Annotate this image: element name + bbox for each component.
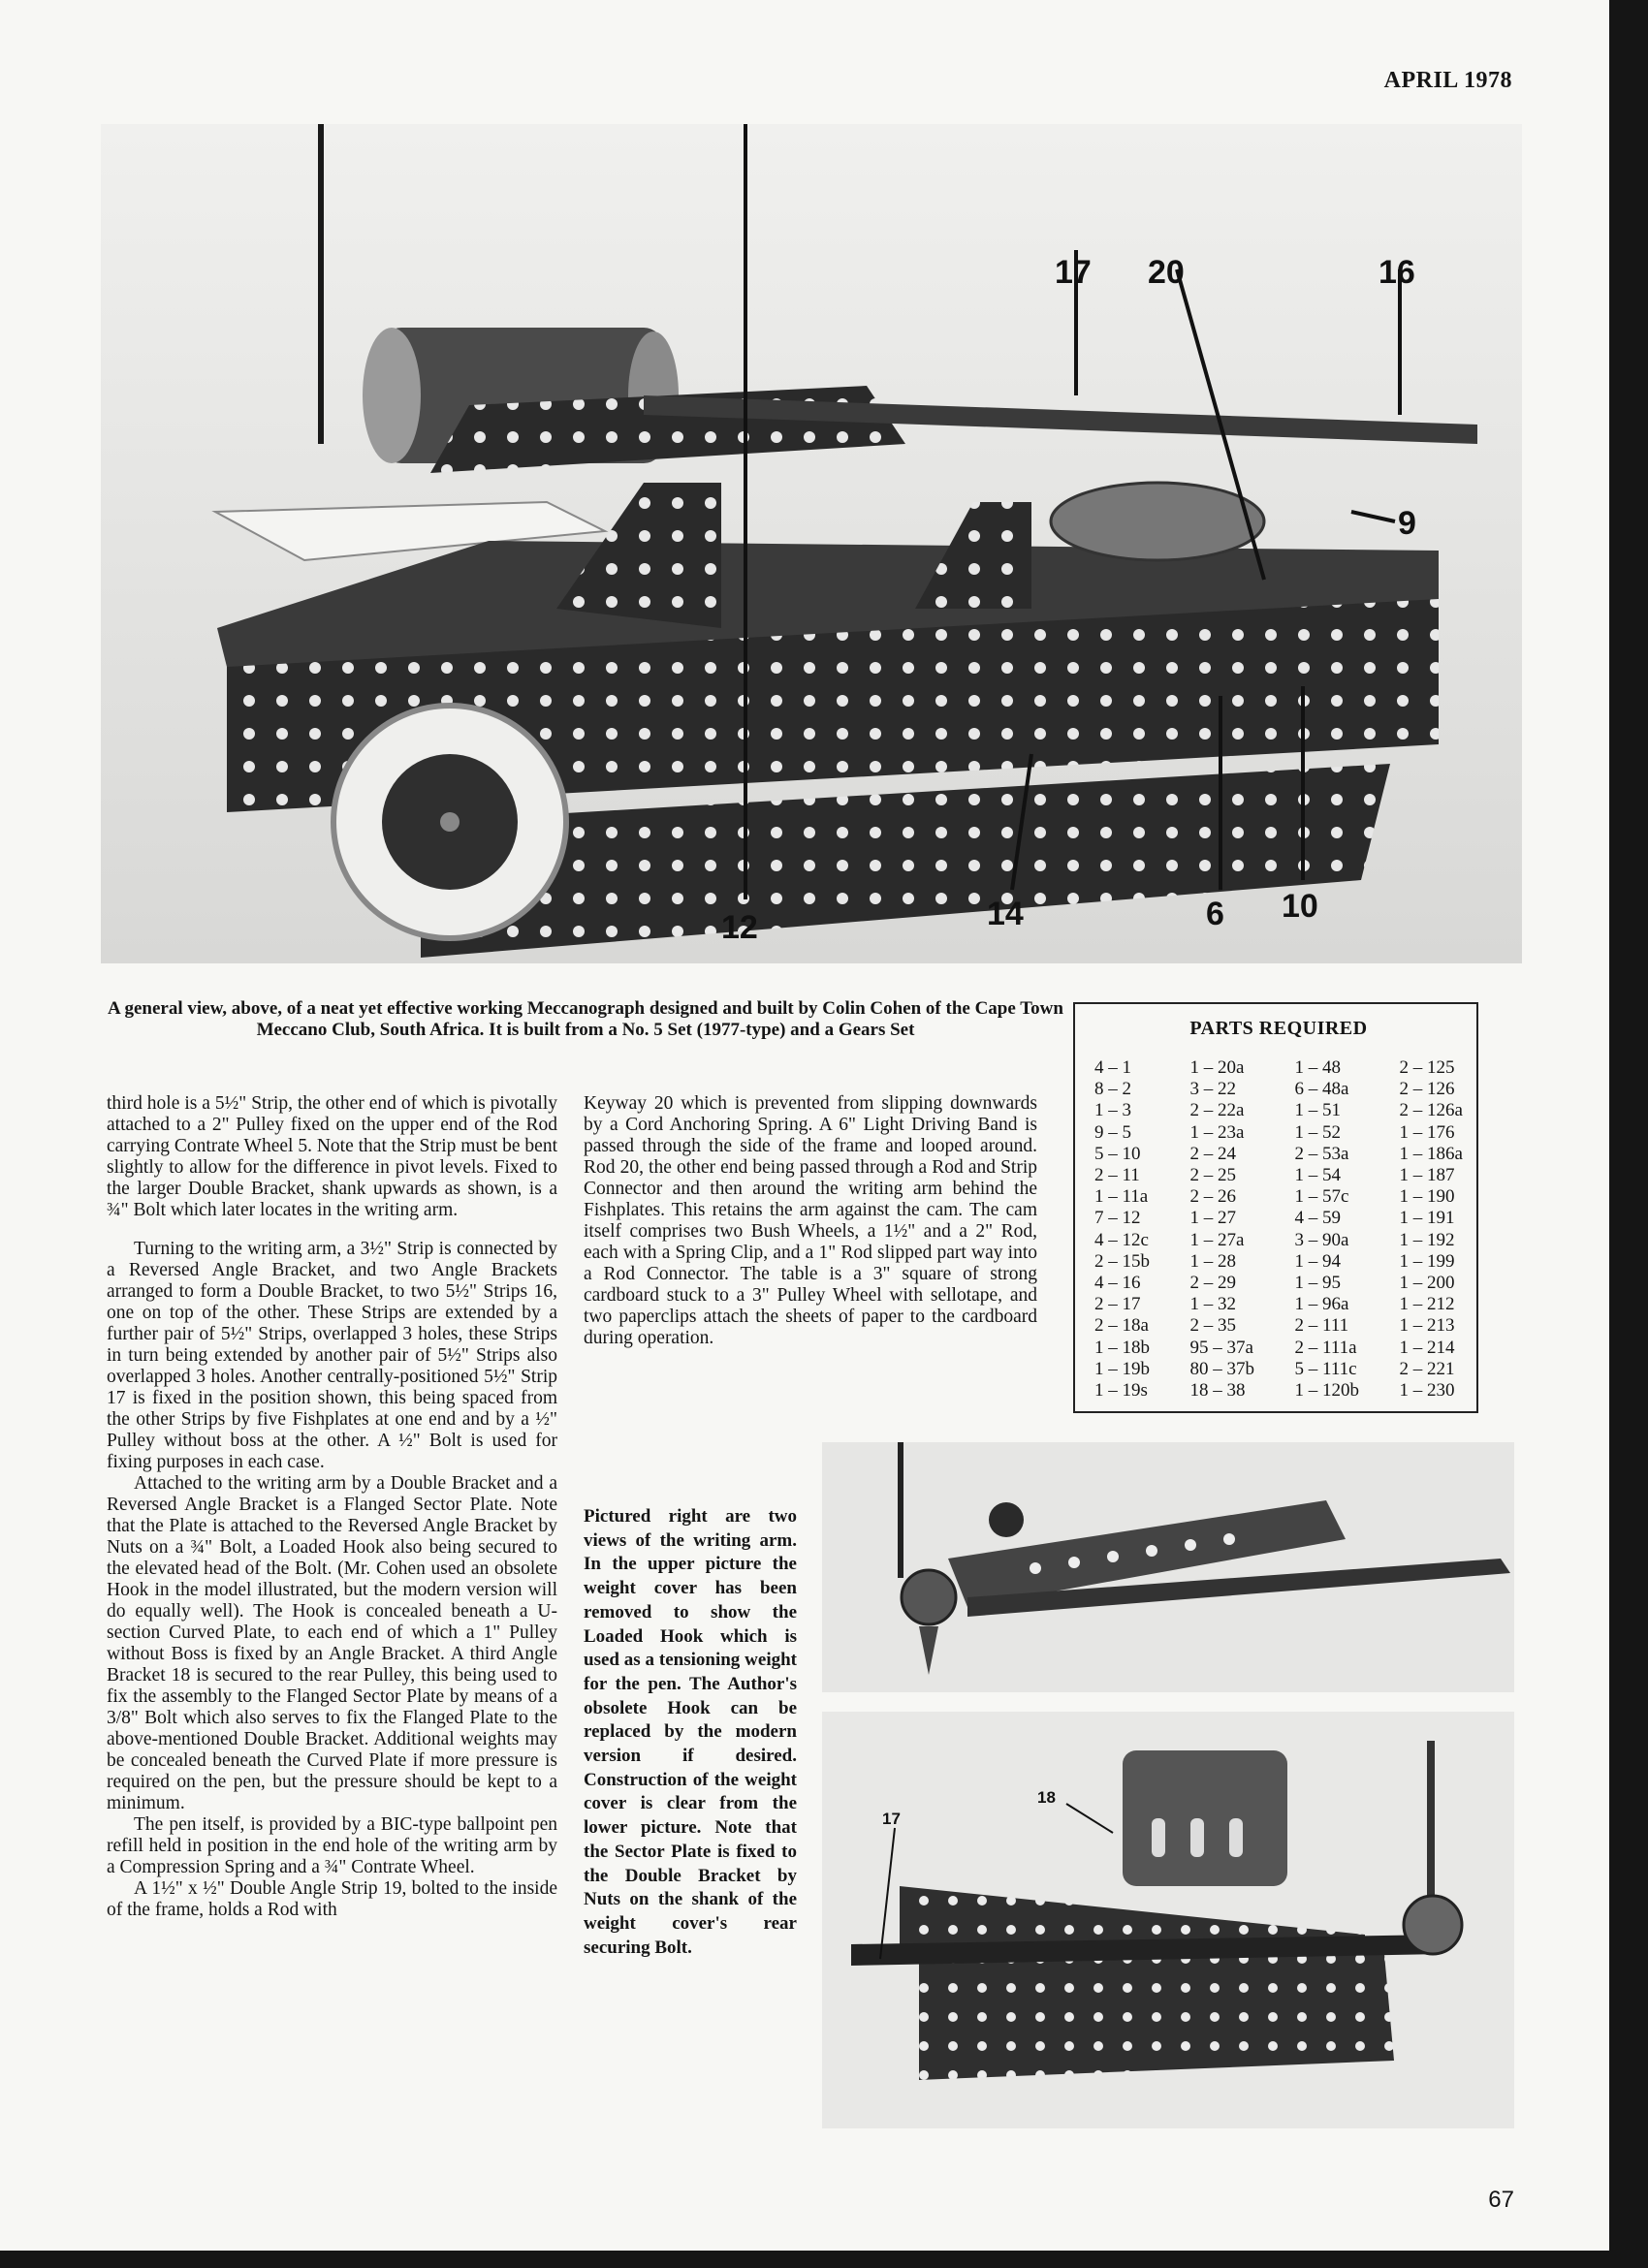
callout-18: 18: [1037, 1788, 1056, 1807]
article-paragraph: third hole is a 5½" Strip, the other end of which is pivotally attached to a 2" Pulley fixed on the upper end of the Rod carrying Contrate Wheel 5. Note that the Strip must be bent slightly to allow for the difference in pivot levels. Fixed to the larger Double Bracket, shank upwards as shown, is a ¾" Bolt which later locates in the writing arm.: [107, 1093, 557, 1220]
parts-item: 1 – 213: [1399, 1315, 1455, 1337]
parts-item: 1 – 120b: [1294, 1380, 1360, 1402]
callout-6: 6: [1206, 896, 1224, 932]
parts-item: 1 – 200: [1399, 1273, 1455, 1294]
article-paragraph: Keyway 20 which is prevented from slipping downwards by a Cord Anchoring Spring. A 6" Light Driving Band is passed through the side of the frame and looped around. Rod 20, the other end being passed through a Rod and Strip Connector and then around the writing arm behind the Fishplates. This retains the arm against the cam. The cam itself comprises two Bush Wheels, a 1½" and a 2" Rod, each with a Spring Clip, and a 1" Rod slipped part way into a Rod Connector. The table is a 3" square of strong cardboard stuck to a 3" Pulley Wheel with sellotape, and two paperclips attach the sheets of paper to the cardboard during operation.: [584, 1093, 1037, 1348]
parts-item: 1 – 192: [1399, 1229, 1455, 1250]
parts-item: 2 – 125: [1399, 1057, 1455, 1078]
parts-item: 95 – 37a: [1189, 1337, 1253, 1358]
callout-12: 12: [721, 909, 758, 946]
parts-item: 1 – 19b: [1094, 1358, 1150, 1379]
callout-17: 17: [1055, 254, 1092, 291]
parts-item: 1 – 27a: [1189, 1229, 1245, 1250]
parts-item: 2 – 15b: [1094, 1250, 1150, 1272]
parts-item: 4 – 59: [1294, 1208, 1342, 1229]
scan-edge: [1609, 0, 1648, 2268]
parts-item: 2 – 29: [1189, 1273, 1237, 1294]
side-photo-caption: Pictured right are two views of the writing arm. In the upper picture the weight cover has been removed to show the Loaded Hook which is used as a tensioning weight for the pen. The Author's obsolete Hook can be replaced by the modern version if desired. Construction of the weight cover is clear from the lower picture. Note that the Sector Plate is fixed to the Double Bracket by Nuts on the shank of the weight cover's rear securing Bolt.: [584, 1506, 797, 1958]
parts-item: 1 – 3: [1094, 1100, 1131, 1121]
parts-item: 2 – 35: [1189, 1315, 1237, 1337]
parts-item: 4 – 12c: [1094, 1229, 1149, 1250]
callout-14: 14: [987, 896, 1024, 932]
parts-item: 1 – 18b: [1094, 1337, 1150, 1358]
parts-item: 2 – 53a: [1294, 1143, 1349, 1164]
parts-item: 5 – 111c: [1294, 1358, 1357, 1379]
parts-item: 1 – 23a: [1189, 1121, 1245, 1143]
parts-item: 1 – 54: [1294, 1165, 1342, 1186]
upper-arm-photo: [822, 1442, 1514, 1692]
parts-item: 1 – 19s: [1094, 1380, 1148, 1402]
callout-9: 9: [1398, 505, 1416, 542]
callout-10: 10: [1282, 888, 1318, 925]
article-paragraph: The pen itself, is provided by a BIC-type ballpoint pen refill held in position in the end hole of the writing arm by a Compression Spring and a ¾" Contrate Wheel.: [107, 1814, 557, 1877]
parts-item: 8 – 2: [1094, 1079, 1131, 1100]
parts-item: 2 – 26: [1189, 1186, 1237, 1208]
parts-item: 1 – 32: [1189, 1294, 1237, 1315]
parts-item: 1 – 20a: [1189, 1057, 1245, 1078]
scan-edge-bottom: [0, 2251, 1648, 2268]
parts-item: 6 – 48a: [1294, 1079, 1349, 1100]
parts-item: 1 – 48: [1294, 1057, 1342, 1078]
parts-column: [1190, 1057, 1255, 1402]
article-column-2: [584, 1093, 1037, 1349]
parts-item: 2 – 11: [1094, 1165, 1140, 1186]
lower-arm-photo: [822, 1712, 1514, 2128]
parts-item: 1 – 94: [1294, 1250, 1342, 1272]
parts-item: 1 – 51: [1294, 1100, 1342, 1121]
issue-date: APRIL 1978: [1383, 68, 1512, 93]
parts-item: 1 – 176: [1399, 1121, 1455, 1143]
article-paragraph: Turning to the writing arm, a 3½" Strip is connected by a Reversed Angle Bracket, and two Angle Brackets arranged to form a Double Bracket, to two 5½" Strips 16, one on top of the other. These Strips are extended by a further pair of 5½" Strips, overlapped 3 holes, these Strips in turn being extended by another pair of 5½" Strips also overlapped 3 holes. Another centrally-positioned 5½" Strip 17 is fixed in the position shown, this being spaced from the other Strips by five Fishplates at one end and by a ½" Pulley without boss at the other. A ½" Bolt is used for fixing purposes in each case.: [107, 1239, 557, 1472]
parts-item: 4 – 1: [1094, 1057, 1131, 1078]
parts-item: 1 – 96a: [1294, 1294, 1349, 1315]
parts-item: 1 – 186a: [1399, 1143, 1463, 1164]
parts-item: 80 – 37b: [1189, 1358, 1255, 1379]
parts-list: [1094, 1057, 1463, 1402]
callout-20: 20: [1148, 254, 1185, 291]
parts-item: 4 – 16: [1094, 1273, 1141, 1294]
parts-item: 1 – 199: [1399, 1250, 1455, 1272]
parts-item: 1 – 95: [1294, 1273, 1342, 1294]
parts-column: [1295, 1057, 1360, 1402]
parts-item: 2 – 22a: [1189, 1100, 1245, 1121]
parts-item: 3 – 90a: [1294, 1229, 1349, 1250]
parts-item: 2 – 126: [1399, 1079, 1455, 1100]
parts-required-box: [1073, 1002, 1478, 1413]
parts-title: PARTS REQUIRED: [1189, 1018, 1368, 1039]
parts-item: 2 – 18a: [1094, 1315, 1149, 1337]
parts-item: 2 – 111a: [1294, 1337, 1357, 1358]
parts-column: [1400, 1057, 1463, 1402]
main-photo: [101, 124, 1522, 963]
parts-item: 2 – 24: [1189, 1143, 1237, 1164]
article-paragraph: Attached to the writing arm by a Double Bracket and a Reversed Angle Bracket is a Flanged Sector Plate. Note that the Plate is attached to the Reversed Angle Bracket by Nuts on a ¾" Bolt, a Loaded Hook also being secured to the elevated head of the Bolt. (Mr. Cohen used an obsolete Hook in the model illustrated, but the modern version will do equally well). The Hook is concealed beneath a U-section Curved Plate, to each end of which a 1" Pulley without Boss is fixed by an Angle Bracket. A third Angle Bracket 18 is secured to the rear Pulley, this being used to fix the assembly to the Flanged Sector Plate by means of a 3/8" Bolt which also serves to fix the Flanged Plate to the above-mentioned Double Bracket. Additional weights may be concealed beneath the Curved Plate if more pressure is required on the pen, but the pressure should be kept to a minimum.: [107, 1473, 557, 1813]
main-photo-caption: A general view, above, of a neat yet effective working Meccanograph designed and built by Colin Cohen of the Cape Town Meccano Club, South Africa. It is built from a No. 5 Set (1977-type) and a Gears Set: [108, 998, 1063, 1040]
article-column-1: [107, 1093, 557, 1921]
parts-item: 1 – 28: [1189, 1250, 1237, 1272]
parts-item: 1 – 187: [1399, 1165, 1455, 1186]
parts-item: 2 – 17: [1094, 1294, 1141, 1315]
parts-item: 1 – 27: [1189, 1208, 1237, 1229]
parts-item: 1 – 190: [1399, 1186, 1455, 1208]
parts-item: 2 – 25: [1189, 1165, 1237, 1186]
parts-item: 5 – 10: [1094, 1143, 1141, 1164]
callout-16: 16: [1379, 254, 1415, 291]
parts-item: 2 – 221: [1399, 1358, 1455, 1379]
parts-item: 1 – 212: [1399, 1294, 1455, 1315]
parts-item: 9 – 5: [1094, 1121, 1131, 1143]
callout-17-lower: 17: [882, 1810, 901, 1828]
page-number: 67: [1488, 2187, 1514, 2213]
parts-item: 2 – 126a: [1399, 1100, 1463, 1121]
parts-item: 1 – 214: [1399, 1337, 1455, 1358]
parts-item: 7 – 12: [1094, 1208, 1141, 1229]
parts-item: 18 – 38: [1189, 1380, 1246, 1402]
parts-item: 3 – 22: [1189, 1079, 1237, 1100]
article-paragraph: A 1½" x ½" Double Angle Strip 19, bolted to the inside of the frame, holds a Rod with: [107, 1878, 557, 1920]
parts-item: 2 – 111: [1294, 1315, 1349, 1337]
parts-item: 1 – 52: [1294, 1121, 1342, 1143]
parts-item: 1 – 11a: [1094, 1186, 1149, 1208]
parts-item: 1 – 191: [1399, 1208, 1455, 1229]
parts-item: 1 – 57c: [1294, 1186, 1349, 1208]
parts-item: 1 – 230: [1399, 1380, 1455, 1402]
parts-column: [1094, 1057, 1150, 1402]
